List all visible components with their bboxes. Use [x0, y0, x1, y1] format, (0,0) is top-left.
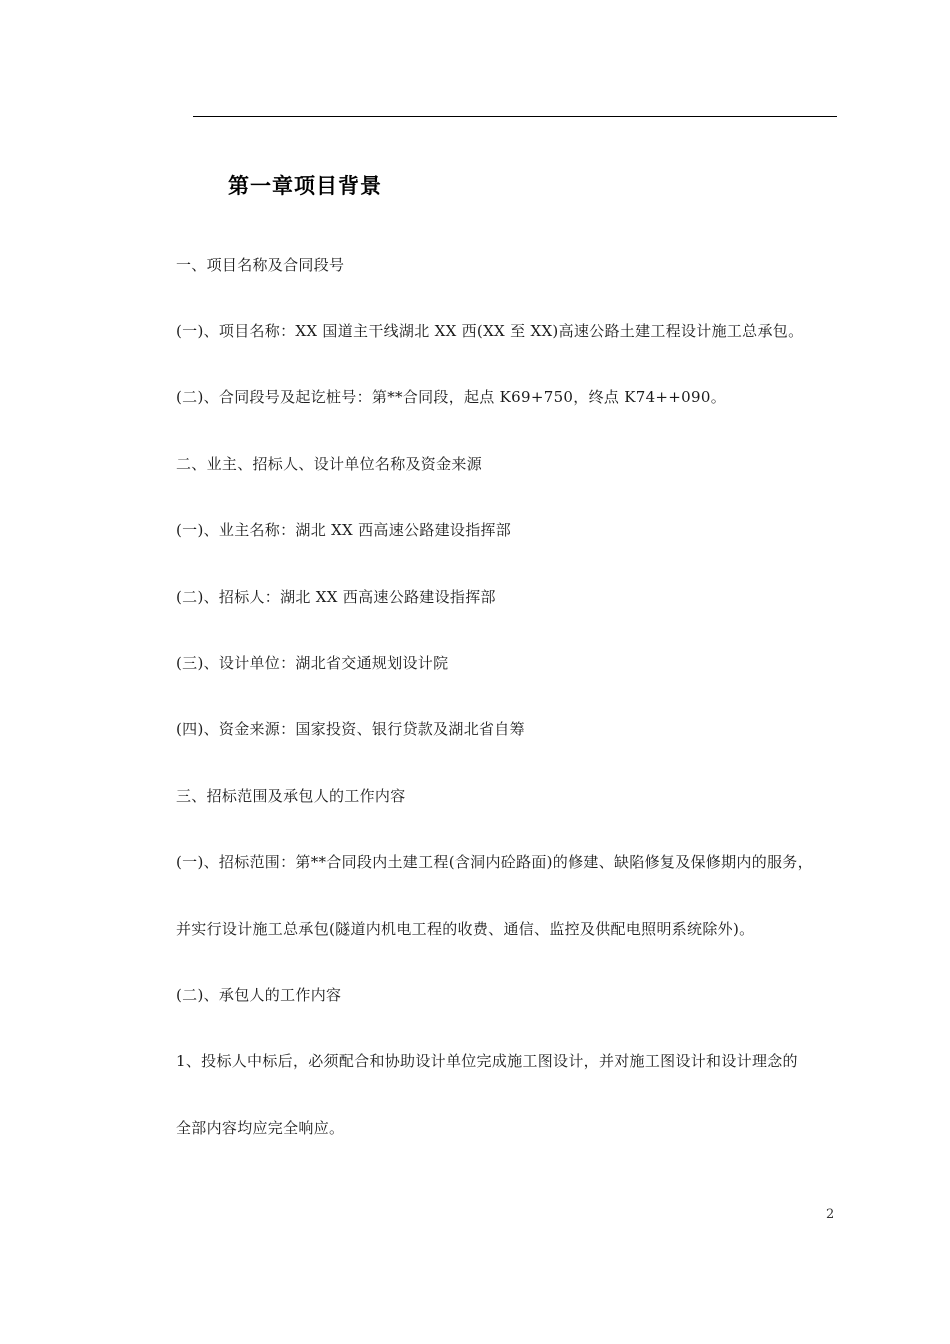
paragraph-item-1-continued: 全部内容均应完全响应。 [176, 1119, 345, 1137]
subheading-contractor-work: (二)、承包人的工作内容 [176, 986, 342, 1004]
paragraph-contract-section: (二)、合同段号及起讫桩号：第**合同段，起点 K69+750，终点 K74++090。 [176, 388, 726, 406]
section-heading-1: 一、项目名称及合同段号 [176, 256, 345, 274]
section-heading-2: 二、业主、招标人、设计单位名称及资金来源 [176, 455, 483, 473]
header-rule [193, 116, 837, 117]
paragraph-project-name: (一)、项目名称：XX 国道主干线湖北 XX 西(XX 至 XX)高速公路土建工程设计施工总承包。 [176, 322, 804, 340]
paragraph-tenderer: (二)、招标人：湖北 XX 西高速公路建设指挥部 [176, 588, 496, 606]
paragraph-item-1: 1、投标人中标后，必须配合和协助设计单位完成施工图设计，并对施工图设计和设计理念的 [176, 1052, 798, 1070]
chapter-title: 第一章项目背景 [228, 173, 382, 198]
section-heading-3: 三、招标范围及承包人的工作内容 [176, 787, 406, 805]
paragraph-design-unit: (三)、设计单位：湖北省交通规划设计院 [176, 654, 449, 672]
page-number: 2 [826, 1207, 835, 1222]
paragraph-tender-scope-continued: 并实行设计施工总承包(隧道内机电工程的收费、通信、监控及供配电照明系统除外)。 [176, 920, 755, 938]
paragraph-tender-scope: (一)、招标范围：第**合同段内土建工程(含洞内砼路面)的修建、缺陷修复及保修期内的服务， [176, 853, 813, 871]
paragraph-funding-source: (四)、资金来源：国家投资、银行贷款及湖北省自筹 [176, 720, 525, 738]
paragraph-owner-name: (一)、业主名称：湖北 XX 西高速公路建设指挥部 [176, 521, 512, 539]
